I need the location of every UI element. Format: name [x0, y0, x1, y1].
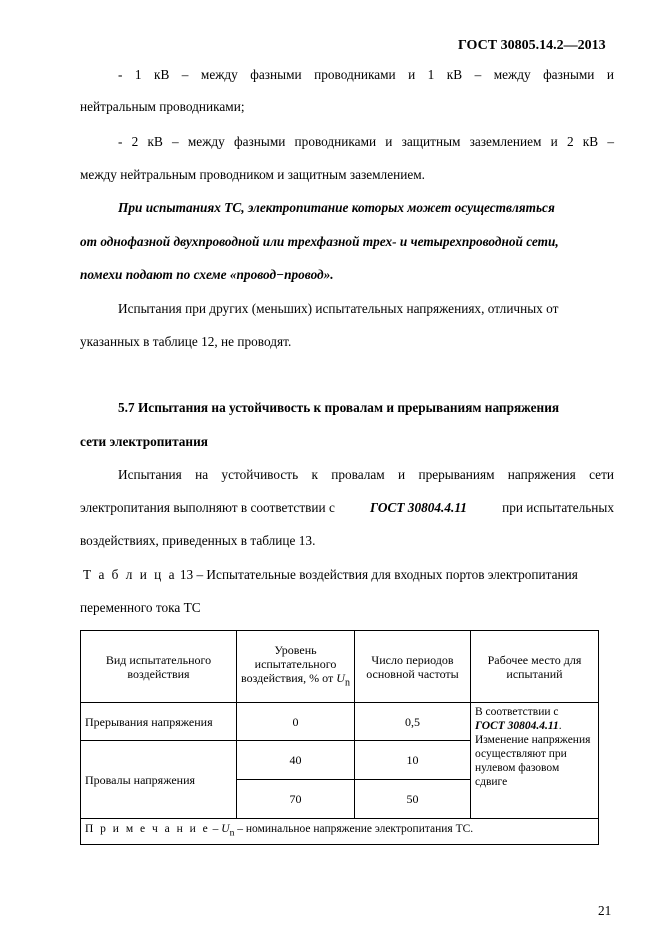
- table-caption-label: Т а б л и ц а: [83, 567, 177, 582]
- paragraph-line: - 1 кВ – между фазными проводниками и 1 кВ – между фазными и: [118, 67, 614, 82]
- section-body-line: воздействиях, приведенных в таблице 13.: [80, 533, 316, 548]
- section-body-line: Испытания на устойчивость к провалам и прерываниям напряжения сети: [118, 467, 614, 482]
- standard-reference: ГОСТ 30804.4.11: [370, 500, 467, 515]
- paragraph-line-emphasis: При испытаниях ТС, электропитание которых может осуществляться: [118, 200, 555, 215]
- body-text: электропитания выполняют в соответствии с: [80, 500, 335, 515]
- paragraph-line-emphasis: от однофазной двухпроводной или трехфазной трех- и четырехпроводной сети,: [80, 234, 559, 249]
- header-cell: Число периодов основной частоты: [355, 631, 471, 703]
- workplace-cell: В соответствии с ГОСТ 30804.4.11. Изменение напряжения осуществляют при нулевом фазовом сдвиге: [471, 703, 599, 819]
- header-cell: Рабочее место для испытаний: [471, 631, 599, 703]
- page-number: 21: [598, 903, 612, 918]
- table-cell: 50: [355, 780, 471, 819]
- paragraph-line: указанных в таблице 12, не проводят.: [80, 334, 292, 349]
- table-cell: 70: [237, 780, 355, 819]
- document-header: ГОСТ 30805.14.2—2013: [458, 38, 606, 53]
- table-caption: переменного тока ТС: [80, 600, 201, 615]
- table-cell: 10: [355, 741, 471, 780]
- header-cell: Вид испытательного воздействия: [81, 631, 237, 703]
- table-row: [81, 703, 599, 741]
- paragraph-line: между нейтральным проводником и защитным заземлением.: [80, 167, 425, 182]
- section-heading: сети электропитания: [80, 434, 208, 449]
- table-caption: [83, 567, 578, 583]
- table-header-row: [81, 631, 599, 703]
- paragraph-line: - 2 кВ – между фазными проводниками и защитным заземлением и 2 кВ –: [118, 134, 614, 149]
- table-cell: 40: [237, 741, 355, 780]
- test-table: [80, 630, 599, 845]
- table-note: П р и м е ч а н и е – $U_n$ – номинальное напряжение электропитания ТС.: [81, 819, 599, 845]
- symbol-u: U: [336, 670, 345, 685]
- body-text: при испытательных: [502, 500, 614, 515]
- paragraph-line: нейтральным проводниками;: [80, 99, 245, 114]
- paragraph-line: Испытания при других (меньших) испытательных напряжениях, отличных от: [118, 301, 559, 316]
- table-note-row: [81, 819, 599, 845]
- section-heading: 5.7 Испытания на устойчивость к провалам и прерываниям напряжения: [118, 400, 560, 415]
- standard-reference: ГОСТ 30804.4.11: [475, 720, 559, 732]
- table-cell: Прерывания напряжения: [81, 703, 237, 741]
- table-cell: Провалы напряжения: [81, 741, 237, 819]
- section-body-line: [80, 500, 614, 516]
- header-cell: Уровень испытательного воздействия, % от $U_n$: [237, 631, 355, 703]
- table-cell: 0,5: [355, 703, 471, 741]
- table-cell: 0: [237, 703, 355, 741]
- paragraph-line-emphasis: помехи подают по схеме «провод−провод».: [80, 267, 334, 282]
- table-caption-text: 13 – Испытательные воздействия для входных портов электропитания: [176, 567, 578, 582]
